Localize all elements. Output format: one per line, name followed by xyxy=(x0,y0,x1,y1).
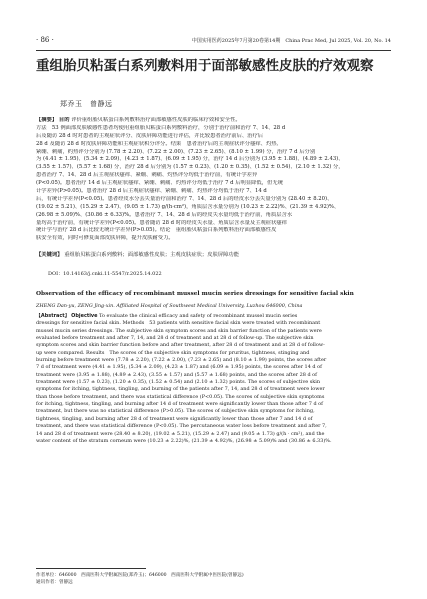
abstract-label: 【摘要】 xyxy=(36,117,58,123)
chinese-abstract xyxy=(36,117,391,243)
footnote xyxy=(36,572,391,586)
abstract-line: treatment were (3.95 ± 1.88), (4.89 ± 2.43), (3.55 ± 1.57) and (5.57 ± 1.68) points, and the scores after 28 d of xyxy=(36,371,317,378)
abstract-line: 为 (4.41 ± 1.95)、(5.34 ± 2.09)、(4.23 ± 1.87)、(6.09 ± 1.95) 分，治疗 14 d 后分别为 (3.95 ± 1.88)、(4.89 ± 2.43)、 xyxy=(36,156,344,163)
english-abstract xyxy=(36,313,391,445)
abstract-line: (26.98 ± 5.09)%、(30.86 ± 6.33)%。患者治疗 7、14、28 d 后的经皮失水量均低于治疗前，角质层含水 xyxy=(36,211,293,218)
abstract-line: 后，有统计学差异(P<0.05)。患者经皮水分丢失量治疗前和治疗 7、14、28 d 后的经皮水分丢失量分别为 (28.40 ± 8.20)、 xyxy=(36,195,333,202)
abstract-line: symptoms for itching, tightness, tingling, and burning of the patients after 7, 14, and 28 d of treatment were lower xyxy=(36,386,325,393)
journal-citation: 中国实用医药2025年7月第20卷第14期 China Prac Med, Jul 2025, Vol. 20, No. 14 xyxy=(191,38,391,44)
abstract-line: symptom scores and skin barrier function before and after treatment, after 28 d of treatment and at 28 d of follow- xyxy=(36,342,325,349)
abstract-label: 【Abstract】 xyxy=(36,313,70,319)
abstract-line: (3.55 ± 1.57)、(5.57 ± 1.68) 分，治疗 28 d 后分别为 (1.57 ± 0.23)、(1.20 ± 0.35)、(1.52 ± 0.54)、(2.10 ± 1.32) 分， xyxy=(36,164,344,171)
corresponding-author-note: 通讯作者：曾静远 xyxy=(36,580,73,585)
abstract-line: 患者治疗 7、14、28 d 后主观症状瘙痒、紧绷、刺痛、灼热评分均低于治疗前，有统计学差异 xyxy=(36,172,258,179)
abstract-line: treatment, and there was statistical difference (P<0.05). The percutaneous water loss before treatment and after 7, xyxy=(36,423,327,430)
english-title: Observation of the efficacy of recombinant mussel mucin series dressings for sensitive facial skin xyxy=(36,291,354,297)
abstract-line: dressings for sensitive facial skin. Methods 53 patients with sensitive facial skin were treated with recombinant xyxy=(36,320,321,327)
abstract-line: treatment, but there was no statistical difference (P>0.05). The scores of subjective skin symptoms for itching, xyxy=(36,408,315,415)
english-authors: ZHENG Dan-yu, ZENG Jing-xin. Affiliated Hospital of Southwest Medical University, Luzhou 646000, China xyxy=(36,303,303,309)
abstract-line: mussel mucin series dressings. The subjective skin symptom scores and skin barrier function of the patients were xyxy=(36,327,322,334)
abstract-line: 计学差异(P>0.05)。患者治疗 28 d 后主观症状瘙痒、紧绷、刺痛、灼热评分均低于治疗 7、14 d xyxy=(36,188,267,195)
article-authors: 郑乔玉 曾静远 xyxy=(60,100,113,108)
abstract-line: water content of the stratum corneum were (10.23 ± 2.22)%, (21.39 ± 4.92)%, (26.98 ± 5.09)% and (30.86 ± 6.33)%. xyxy=(36,437,332,444)
abstract-line: 方法 53 例面部皮肤敏感性患者均使用重组胎贝粘蛋白系列敷料治疗，分别于治疗前和治疗 7、14、28 d xyxy=(36,124,286,131)
footnote-divider xyxy=(36,568,146,569)
abstract-line: tightness, tingling, and burning after 28 d of treatment were significantly lower than those after 7 and 14 d of xyxy=(36,415,313,422)
keywords-text: 重组胎贝粘蛋白系列敷料；面部敏感性皮肤；主观皮肤症状；皮肤屏障功能 xyxy=(64,252,239,258)
objective-label: Objective xyxy=(71,313,98,319)
abstract-line xyxy=(36,313,391,320)
doi: DOI：10.14163/j.cnki.11-5547/r.2025.14.022 xyxy=(48,271,162,277)
abstract-line: 14 and 28 d of treatment were (28.40 ± 8.20), (19.02 ± 5.21), (15.29 ± 2.47) and (9.05 ± 1.73) g/(h · cm²), and the xyxy=(36,430,325,437)
header-divider xyxy=(36,50,391,51)
article-title: 重组胎贝粘蛋白系列敷料用于面部敏感性皮肤的疗效观察 xyxy=(36,58,374,74)
abstract-line: (P<0.05)。患者治疗 14 d 后主观症状瘙痒、紧绷、刺痛、灼热评分均低于治疗 7 d 后明显降低，但无统 xyxy=(36,180,283,187)
abstract-line: 后及随访 28 d 时对患者的主观症状评分、皮肤屏障功能进行评估，并比较患者治疗前后、治疗后 xyxy=(36,132,264,139)
abstract-line xyxy=(36,117,391,125)
abstract-line: 量均高于治疗前，有统计学差异(P<0.05)。患者随访 28 d 时的经皮失水量、角质层含水量及主观症状瘙痒 xyxy=(36,219,287,226)
objective-label: 目的 xyxy=(58,117,70,123)
abstract-text: 评价重组胎贝粘蛋白系列敷料治疗面部敏感性皮肤的临床疗效和安全性。 xyxy=(71,117,241,123)
affiliation-note: 作者单位：646000 西南医科大学附属医院(郑乔玉)；646000 西南医科大学附属中医医院(曾静远) xyxy=(36,573,244,578)
abstract-line: burning before treatment were (7.78 ± 2.20), (7.22 ± 2.00), (7.23 ± 2.65) and (8.10 ± 1.99) points, the scores after xyxy=(36,357,327,364)
abstract-line: treatment were (1.57 ± 0.23), (1.20 ± 0.35), (1.52 ± 0.54) and (2.10 ± 1.32) points. The scores of subjective skin xyxy=(36,379,321,386)
keywords xyxy=(36,252,391,260)
abstract-text: To evaluate the clinical efficacy and safety of recombinant mussel mucin series xyxy=(99,313,298,319)
abstract-line: for itching, tightness, tingling, and burning after 14 d of treatment were significantly lower than those after 7 d of xyxy=(36,401,323,408)
abstract-line: 7 d of treatment were (4.41 ± 1.95), (5.34 ± 2.09), (4.23 ± 1.87) and (6.09 ± 1.95) points, the scores after 14 d of xyxy=(36,364,322,371)
abstract-line: 紧绷、刺痛，约热评分分别为 (7.78 ± 2.20)、(7.22 ± 2.00)、(7.23 ± 2.65)、(8.10 ± 1.99) 分，治疗 7 d 后分别 xyxy=(36,148,316,155)
abstract-line: 肤安全有效，同时可修复面部皮肤屏障，提升皮肤耐受力。 xyxy=(36,235,174,242)
abstract-line: (19.02 ± 5.21)、(15.29 ± 2.47)、(9.05 ± 1.73) g/(h·cm²)，角质层含水量分别为 (10.23 ± 2.22)%、(21.39 ± 4.92)%、 xyxy=(36,203,340,210)
abstract-line: evaluated before treatment and after 7, 14, and 28 d of treatment and at 28 d of follow-up. The subjective skin xyxy=(36,335,314,342)
abstract-line: 统计学与治疗 28 d 后比较无统计学差异(P>0.05)。结论 重组胎贝粘蛋白系列敷料治疗面部敏感性皮 xyxy=(36,227,277,234)
page-number: · 86 · xyxy=(36,36,54,44)
running-header xyxy=(36,36,391,48)
abstract-line: than those before treatment, and there was statistical difference (P<0.05). The scores of subjective skin symptoms xyxy=(36,393,325,400)
abstract-line: up were compared. Results The scores of the subjective skin symptoms for pruritus, tightness, stinging and xyxy=(36,349,310,356)
keywords-label: 【关键词】 xyxy=(36,252,63,258)
abstract-line: 28 d 及随访 28 d 时皮肤屏障功能和主观症状积分评分。结果 患者治疗后的主观症状评分瘙痒、灼热、 xyxy=(36,140,282,147)
